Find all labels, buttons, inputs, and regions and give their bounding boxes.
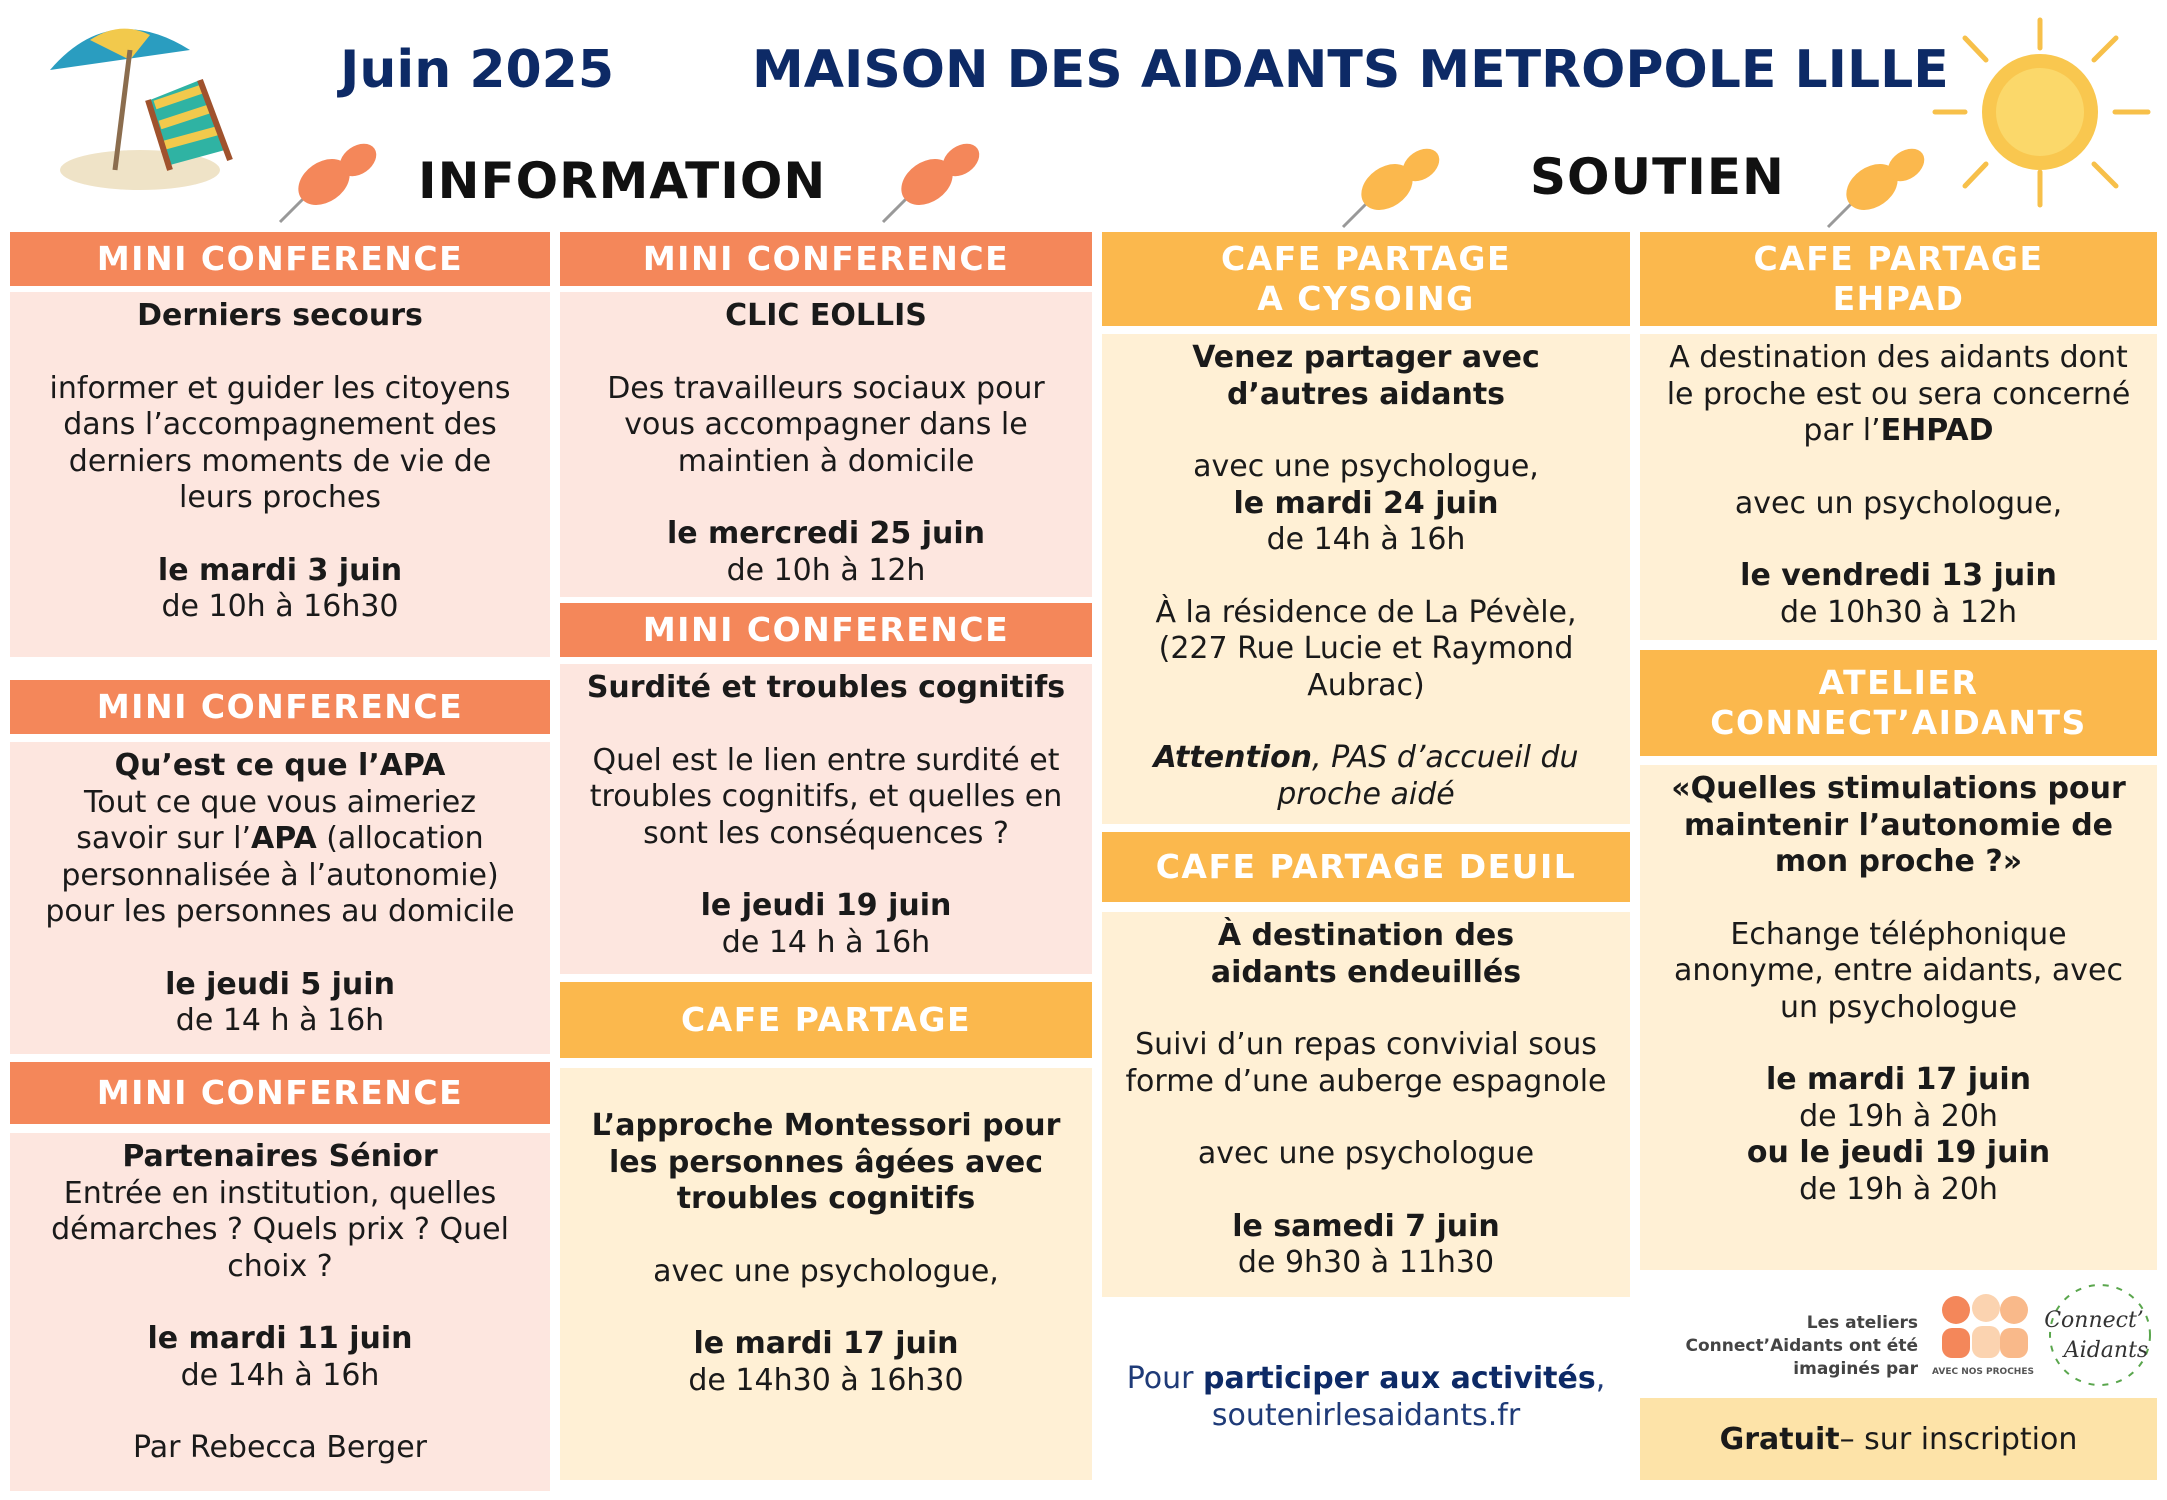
event-band: ATELIER CONNECT’AIDANTS — [1640, 650, 2157, 756]
event-title: À destination des aidants endeuillés — [1210, 918, 1522, 990]
event-band: MINI CONFERENCE — [10, 680, 550, 734]
event-host: avec une psychologue, — [653, 1253, 999, 1289]
beach-chair-illustration — [30, 10, 270, 190]
event-band: MINI CONFERENCE — [10, 1062, 550, 1124]
event-time: de 19h à 20h — [1799, 1171, 1998, 1207]
connect-aidants-text-1: Connect’ — [2044, 1308, 2144, 1333]
month-title: Juin 2025 — [340, 40, 615, 100]
connect-aidants-text-2: Aidants — [2063, 1338, 2149, 1363]
registration-link[interactable]: soutenirlesaidants.fr — [1211, 1398, 1521, 1433]
event-title: Qu’est ce que l’APA — [114, 748, 446, 783]
event-date: le mardi 24 juin — [1233, 485, 1499, 521]
event-band: CAFE PARTAGE — [560, 982, 1092, 1058]
event-time: de 19h à 20h — [1799, 1098, 1998, 1134]
event-time: de 14h à 16h — [180, 1357, 380, 1393]
section-soutien-heading: SOUTIEN — [1530, 148, 1785, 206]
event-description: informer et guider les citoyens dans l’accompagnement des derniers moments de vie de leurs proches — [49, 370, 511, 515]
event-card — [10, 742, 550, 1054]
event-band: CAFE PARTAGE EHPAD — [1640, 232, 2157, 326]
event-time: de 9h30 à 11h30 — [1237, 1245, 1495, 1280]
event-description: Des travailleurs sociaux pour vous accompagner dans le maintien à domicile — [607, 370, 1045, 479]
event-date: le mercredi 25 juin — [666, 516, 986, 551]
section-information-heading: INFORMATION — [418, 152, 827, 210]
event-speaker: Par Rebecca Berger — [132, 1430, 428, 1465]
event-card — [560, 292, 1092, 597]
event-band: CAFE PARTAGE A CYSOING — [1102, 232, 1630, 326]
event-date: ou le jeudi 19 juin — [1746, 1135, 2051, 1170]
event-band: MINI CONFERENCE — [560, 232, 1092, 286]
event-band: MINI CONFERENCE — [10, 232, 550, 286]
event-card — [10, 1133, 550, 1491]
page-title: MAISON DES AIDANTS METROPOLE LILLE — [752, 40, 1949, 100]
event-band: CAFE PARTAGE DEUIL — [1102, 832, 1630, 902]
sun-illustration — [1920, 0, 2160, 230]
pricing-banner: Gratuit – sur inscription — [1640, 1398, 2157, 1480]
event-note: Attention, PAS d’accueil du proche aidé — [1153, 740, 1579, 812]
event-band: MINI CONFERENCE — [560, 603, 1092, 657]
event-description: Echange téléphonique anonyme, entre aidants, avec un psychologue — [1674, 916, 2123, 1025]
event-title: Venez partager avec d’autres aidants — [1192, 340, 1540, 412]
event-host: avec une psychologue — [1197, 1136, 1535, 1171]
event-description: Entrée en institution, quelles démarches ? Quels prix ? Quel choix ? — [51, 1175, 509, 1284]
partners-caption: Les ateliers Connect’Aidants ont été imaginés par — [1685, 1313, 1918, 1379]
event-description: Tout ce que vous aimeriez savoir sur l’APA (allocation personnalisée à l’autonomie) pour les personnes au domicile — [45, 784, 515, 929]
event-time: de 10h à 12h — [726, 552, 926, 588]
event-time: de 14h30 à 16h30 — [688, 1362, 964, 1398]
event-title: «Quelles stimulations pour maintenir l’autonomie de mon proche ?» — [1671, 771, 2126, 879]
event-description: Suivi d’un repas convivial sous forme d’une auberge espagnole — [1125, 1027, 1607, 1099]
event-date: le mardi 17 juin — [693, 1326, 959, 1361]
pushpin-yellow-icon — [1325, 135, 1465, 235]
event-time: de 14h à 16h — [1266, 522, 1466, 557]
avec-nos-proches-text: AVEC NOS PROCHES — [1932, 1367, 2034, 1377]
event-description: Quel est le lien entre surdité et troubles cognitifs, et quelles en sont les conséquences ? — [589, 742, 1063, 851]
event-card — [1102, 334, 1630, 824]
event-title: CLIC EOLLIS — [725, 298, 927, 333]
registration-footer: Pour participer aux activités, soutenirlesaidants.fr — [1102, 1360, 1630, 1434]
event-date: le samedi 7 juin — [1232, 1208, 1500, 1244]
event-description: A destination des aidants dont le proche est ou sera concerné par l’EHPAD — [1666, 340, 2131, 448]
event-title: Surdité et troubles cognitifs — [586, 670, 1066, 705]
event-title: Partenaires Sénior — [122, 1139, 438, 1174]
event-date: le vendredi 13 juin — [1740, 558, 2057, 593]
event-card — [1640, 334, 2157, 640]
event-card — [1640, 765, 2157, 1270]
event-card — [560, 664, 1092, 974]
pushpin-orange-icon — [262, 130, 402, 230]
event-time: de 14 h à 16h — [721, 924, 931, 960]
event-title: Derniers secours — [137, 298, 423, 333]
pushpin-orange-icon — [865, 130, 1005, 230]
pushpin-yellow-icon — [1810, 135, 1950, 235]
event-time: de 14 h à 16h — [175, 1003, 385, 1038]
event-location: À la résidence de La Pévèle, (227 Rue Lucie et Raymond Aubrac) — [1155, 594, 1577, 703]
event-title: L’approche Montessori pour les personnes âgées avec troubles cognitifs — [591, 1108, 1061, 1216]
event-date: le jeudi 5 juin — [165, 966, 395, 1002]
avec-nos-proches-logo — [1928, 1290, 2038, 1380]
event-card — [560, 1068, 1092, 1480]
event-date: le jeudi 19 juin — [700, 888, 952, 923]
event-host: avec une psychologue, — [1193, 449, 1539, 484]
connect-aidants-logo — [2040, 1275, 2160, 1395]
event-card — [1102, 912, 1630, 1297]
event-date: le mardi 11 juin — [147, 1321, 413, 1356]
event-host: avec un psychologue, — [1734, 485, 2063, 521]
event-time: de 10h à 16h30 — [161, 589, 399, 624]
event-time: de 10h30 à 12h — [1779, 594, 2018, 630]
event-card — [10, 292, 550, 657]
event-date: le mardi 17 juin — [1765, 1062, 2032, 1097]
event-date: le mardi 3 juin — [157, 552, 403, 588]
